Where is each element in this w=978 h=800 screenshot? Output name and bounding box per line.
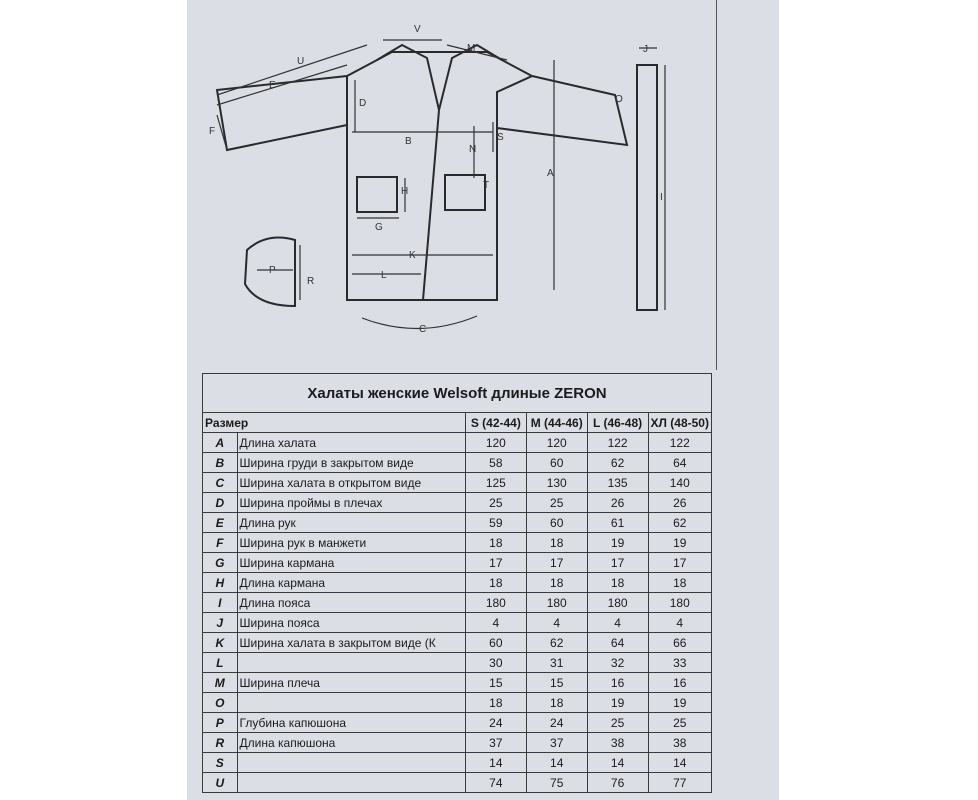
row-name xyxy=(237,773,465,793)
table-row xyxy=(203,593,712,613)
row-name: Длина рук xyxy=(237,513,465,533)
size-s-header: S (42-44) xyxy=(465,413,526,433)
row-name: Ширина халата в закрытом виде (К xyxy=(237,633,465,653)
page-edge-line xyxy=(716,0,717,370)
row-value: 25 xyxy=(465,493,526,513)
row-value: 125 xyxy=(465,473,526,493)
row-value: 19 xyxy=(648,693,711,713)
diagram-label-j: J xyxy=(643,44,648,55)
table-row xyxy=(203,573,712,593)
diagram-label-f: F xyxy=(209,126,216,137)
diagram-label-a: A xyxy=(547,168,554,179)
row-code: L xyxy=(203,653,238,673)
diagram-label-s: S xyxy=(497,132,504,143)
row-name: Ширина проймы в плечах xyxy=(237,493,465,513)
diagram-label-l: L xyxy=(381,270,387,281)
row-name: Ширина халата в открытом виде xyxy=(237,473,465,493)
row-value: 15 xyxy=(465,673,526,693)
table-row xyxy=(203,673,712,693)
row-code: K xyxy=(203,633,238,653)
row-value: 75 xyxy=(526,773,587,793)
row-value: 17 xyxy=(465,553,526,573)
row-name: Длина капюшона xyxy=(237,733,465,753)
table-row xyxy=(203,753,712,773)
diagram-label-d: D xyxy=(359,98,367,109)
row-value: 4 xyxy=(526,613,587,633)
row-value: 4 xyxy=(465,613,526,633)
row-name: Ширина плеча xyxy=(237,673,465,693)
row-value: 24 xyxy=(526,713,587,733)
diagram-label-h: H xyxy=(401,186,409,197)
row-value: 14 xyxy=(587,753,648,773)
table-row xyxy=(203,633,712,653)
diagram-label-n: N xyxy=(469,144,477,155)
row-value: 14 xyxy=(648,753,711,773)
row-code: R xyxy=(203,733,238,753)
size-m-header: M (44-46) xyxy=(526,413,587,433)
row-code: P xyxy=(203,713,238,733)
diagram-label-i: I xyxy=(660,192,663,203)
row-value: 18 xyxy=(526,693,587,713)
row-code: G xyxy=(203,553,238,573)
row-value: 37 xyxy=(465,733,526,753)
table-row xyxy=(203,533,712,553)
row-value: 18 xyxy=(587,573,648,593)
row-code: C xyxy=(203,473,238,493)
row-value: 38 xyxy=(587,733,648,753)
table-row xyxy=(203,733,712,753)
row-name: Длина халата xyxy=(237,433,465,453)
row-value: 180 xyxy=(526,593,587,613)
row-value: 18 xyxy=(465,573,526,593)
table-row xyxy=(203,713,712,733)
table-row xyxy=(203,653,712,673)
row-value: 38 xyxy=(648,733,711,753)
row-value: 33 xyxy=(648,653,711,673)
row-value: 180 xyxy=(648,593,711,613)
row-value: 58 xyxy=(465,453,526,473)
row-name: Ширина пояса xyxy=(237,613,465,633)
row-value: 122 xyxy=(648,433,711,453)
row-value: 19 xyxy=(587,533,648,553)
row-name: Ширина кармана xyxy=(237,553,465,573)
size-xl-header: ХЛ (48-50) xyxy=(648,413,711,433)
row-value: 120 xyxy=(526,433,587,453)
diagram-label-o: O xyxy=(615,94,623,105)
row-code: E xyxy=(203,513,238,533)
row-value: 140 xyxy=(648,473,711,493)
row-name: Глубина капюшона xyxy=(237,713,465,733)
row-value: 25 xyxy=(648,713,711,733)
row-value: 25 xyxy=(526,493,587,513)
row-code: A xyxy=(203,433,238,453)
table-row xyxy=(203,513,712,533)
row-value: 24 xyxy=(465,713,526,733)
table-row xyxy=(203,493,712,513)
table-row xyxy=(203,453,712,473)
row-value: 60 xyxy=(526,513,587,533)
row-value: 60 xyxy=(526,453,587,473)
row-value: 15 xyxy=(526,673,587,693)
row-code: U xyxy=(203,773,238,793)
row-value: 64 xyxy=(587,633,648,653)
row-value: 180 xyxy=(587,593,648,613)
row-value: 77 xyxy=(648,773,711,793)
row-code: O xyxy=(203,693,238,713)
row-code: H xyxy=(203,573,238,593)
diagram-label-v: V xyxy=(414,24,421,35)
row-value: 135 xyxy=(587,473,648,493)
row-value: 62 xyxy=(587,453,648,473)
size-chart-table xyxy=(202,373,712,793)
row-value: 19 xyxy=(587,693,648,713)
row-value: 17 xyxy=(648,553,711,573)
table-row xyxy=(203,613,712,633)
table-title: Халаты женские Welsoft длиные ZERON xyxy=(203,374,712,413)
row-name xyxy=(237,753,465,773)
row-value: 17 xyxy=(587,553,648,573)
table-row xyxy=(203,773,712,793)
row-value: 32 xyxy=(587,653,648,673)
row-value: 26 xyxy=(587,493,648,513)
row-code: F xyxy=(203,533,238,553)
row-name xyxy=(237,653,465,673)
row-value: 122 xyxy=(587,433,648,453)
row-name: Ширина рук в манжети xyxy=(237,533,465,553)
row-value: 62 xyxy=(648,513,711,533)
row-value: 120 xyxy=(465,433,526,453)
diagram-label-g: G xyxy=(375,222,383,233)
row-value: 66 xyxy=(648,633,711,653)
row-value: 4 xyxy=(648,613,711,633)
row-value: 30 xyxy=(465,653,526,673)
row-value: 60 xyxy=(465,633,526,653)
robe-sketch xyxy=(187,0,779,372)
row-value: 61 xyxy=(587,513,648,533)
diagram-label-k: K xyxy=(409,250,416,261)
row-name: Длина пояса xyxy=(237,593,465,613)
table-body xyxy=(203,433,712,793)
row-value: 64 xyxy=(648,453,711,473)
row-value: 18 xyxy=(465,693,526,713)
size-l-header: L (46-48) xyxy=(587,413,648,433)
row-name xyxy=(237,693,465,713)
row-value: 16 xyxy=(587,673,648,693)
row-code: D xyxy=(203,493,238,513)
row-name: Длина кармана xyxy=(237,573,465,593)
row-value: 18 xyxy=(465,533,526,553)
row-value: 18 xyxy=(526,533,587,553)
diagram-label-t: T xyxy=(483,180,490,191)
title-row xyxy=(203,374,712,413)
row-value: 18 xyxy=(526,573,587,593)
diagram-label-m: M xyxy=(467,43,476,54)
row-value: 17 xyxy=(526,553,587,573)
row-value: 18 xyxy=(648,573,711,593)
diagram-label-r: R xyxy=(307,276,315,287)
row-value: 130 xyxy=(526,473,587,493)
row-code: J xyxy=(203,613,238,633)
row-value: 74 xyxy=(465,773,526,793)
row-value: 19 xyxy=(648,533,711,553)
diagram-label-p: P xyxy=(269,265,276,276)
row-code: S xyxy=(203,753,238,773)
row-value: 62 xyxy=(526,633,587,653)
table-row xyxy=(203,553,712,573)
diagram-label-e: E xyxy=(269,80,276,91)
row-value: 4 xyxy=(587,613,648,633)
diagram-label-u: U xyxy=(297,56,305,67)
robe-diagram xyxy=(187,0,779,372)
table-row xyxy=(203,473,712,493)
row-value: 14 xyxy=(526,753,587,773)
row-value: 59 xyxy=(465,513,526,533)
row-value: 180 xyxy=(465,593,526,613)
row-code: I xyxy=(203,593,238,613)
row-value: 25 xyxy=(587,713,648,733)
size-header-row xyxy=(203,413,712,433)
row-value: 14 xyxy=(465,753,526,773)
row-value: 37 xyxy=(526,733,587,753)
row-value: 31 xyxy=(526,653,587,673)
row-value: 76 xyxy=(587,773,648,793)
table-row xyxy=(203,433,712,453)
diagram-label-b: B xyxy=(405,136,412,147)
diagram-label-c: C xyxy=(419,324,427,335)
row-code: M xyxy=(203,673,238,693)
row-name: Ширина груди в закрытом виде xyxy=(237,453,465,473)
row-value: 26 xyxy=(648,493,711,513)
size-label: Размер xyxy=(203,413,466,433)
row-value: 16 xyxy=(648,673,711,693)
table-row xyxy=(203,693,712,713)
row-code: B xyxy=(203,453,238,473)
